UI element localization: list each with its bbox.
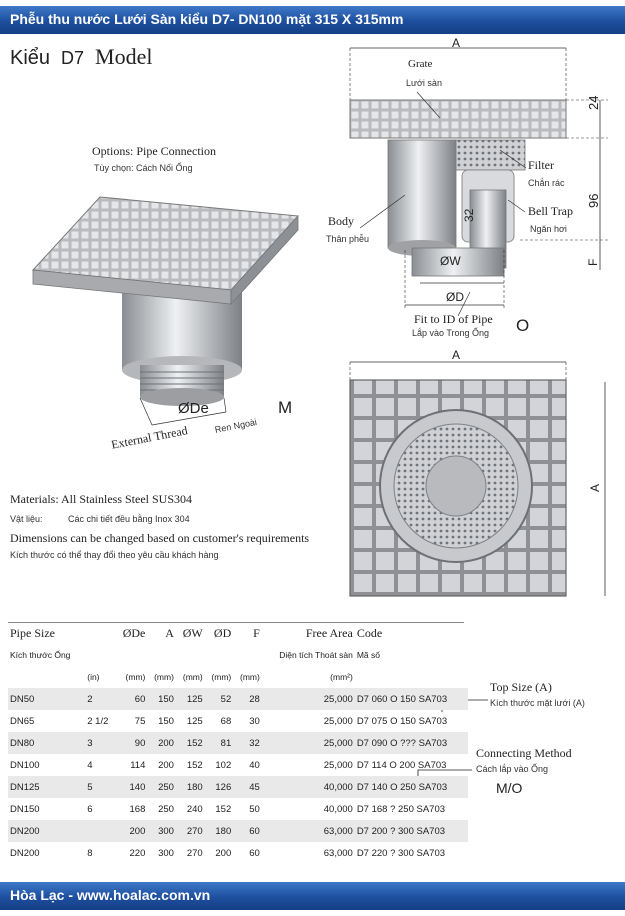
unit-cell: (in) [87, 672, 100, 682]
table-cell: 250 [147, 776, 176, 798]
header-cell: ØD [213, 625, 232, 640]
table-cell: 2 1/2 [87, 715, 109, 727]
model-code: D7 [61, 48, 85, 68]
left-drain-illustration [33, 197, 298, 425]
dim-24: 24 [586, 95, 601, 110]
dim-w: ØW [440, 254, 461, 268]
table-cell: 90 [115, 732, 147, 754]
unit-cell: (mm) [125, 672, 146, 682]
grate-vi: Lưới sàn [406, 78, 442, 88]
dim-32: 32 [462, 208, 476, 222]
table-cell: 75 [134, 715, 146, 727]
table-cell: DN200 [10, 847, 40, 859]
table-cell: 45 [233, 776, 262, 798]
header-cell: Pipe Size [10, 625, 55, 640]
table-cell: 270 [176, 820, 205, 842]
table-cell: 125 [176, 688, 205, 710]
top-size-vi: Kích thước mặt lưới (A) [490, 698, 585, 708]
table-cell: D7 168 ? 250 SA703 [356, 803, 446, 815]
table-cell: 32 [233, 732, 262, 754]
materials-vi: Các chi tiết đều bằng Inox 304 [68, 514, 190, 524]
plan-view [350, 362, 605, 596]
table-row [8, 842, 468, 864]
table-cell: 25,000 [323, 759, 353, 771]
table-row [8, 732, 468, 754]
table-cell: 25,000 [262, 732, 355, 754]
table-row [8, 820, 468, 842]
table-row [8, 776, 468, 798]
body-en: Body [328, 214, 355, 228]
table-cell: 3 [85, 732, 115, 754]
table-cell: 5 [85, 776, 115, 798]
table-cell: 60 [233, 820, 262, 842]
bell-trap-vi: Ngăn hơi [530, 224, 567, 234]
header-cell [85, 622, 115, 644]
table-cell: 180 [205, 820, 234, 842]
table-cell: 126 [205, 776, 234, 798]
page-title: Phễu thu nước Lưới Sàn kiểu D7- DN100 mặt 315 X 315mm [10, 11, 404, 27]
spec-table [8, 622, 468, 864]
materials-vi-label: Vật liệu: [10, 514, 43, 524]
table-cell: 125 [186, 715, 203, 727]
table-cell: DN125 [8, 776, 85, 798]
dim-a-side: A [588, 483, 602, 492]
table-cell: D7 075 O 150 SA703 [356, 715, 448, 727]
table-cell: 40,000 [323, 803, 353, 815]
filter-vi: Chắn rác [528, 178, 565, 188]
table-cell: 28 [233, 688, 262, 710]
header-cell: ØDe [122, 625, 146, 640]
table-row [8, 710, 468, 732]
connecting-en: Connecting Method [476, 746, 572, 760]
unit-cell: (mm) [211, 672, 232, 682]
table-cell: 140 [115, 776, 147, 798]
dimensions-vi: Kích thước có thể thay đổi theo yêu cầu khách hàng [10, 550, 219, 560]
table-cell: DN100 [10, 759, 40, 771]
subheader-cell [176, 644, 205, 666]
table-row [8, 688, 468, 710]
connecting-vi: Cách lắp vào Ống [476, 764, 549, 774]
dim-a-plan: A [452, 348, 461, 362]
filter-en: Filter [528, 158, 554, 172]
options-en: Options: Pipe Connection [92, 144, 216, 158]
subheader-cell: Kích thước Ống [10, 650, 71, 660]
table-cell: 152 [176, 732, 205, 754]
table-cell [85, 820, 115, 842]
table-cell: 63,000 [262, 820, 355, 842]
subheader-cell: Diện tích Thoát sàn [279, 650, 353, 660]
table-cell: 250 [158, 803, 174, 815]
dimensions-en: Dimensions can be changed based on customer's requirements [10, 531, 310, 545]
table-units-row [8, 666, 468, 688]
table-cell: D7 220 ? 300 SA703 [356, 847, 446, 859]
table-cell: 152 [215, 803, 232, 815]
section-view [350, 48, 608, 316]
fit-vi: Lắp vào Trong Ống [412, 328, 490, 338]
table-cell: 300 [147, 820, 176, 842]
table-cell: 270 [186, 847, 203, 859]
header-cell: Free Area [305, 625, 353, 640]
unit-cell: (mm²) [330, 672, 353, 682]
letter-o: O [516, 316, 530, 335]
mo-label: M/O [496, 780, 523, 796]
header-cell: ØW [182, 625, 203, 640]
unit-cell [355, 666, 468, 688]
table-row [8, 798, 468, 820]
footer-text: Hòa Lạc - www.hoalac.com.vn [10, 887, 211, 903]
unit-cell: (mm) [239, 672, 260, 682]
dim-a-top: A [452, 36, 461, 50]
external-thread-en: External Thread [110, 423, 189, 452]
subheader-cell [147, 644, 176, 666]
table-cell: D7 060 O 150 SA703 [355, 688, 468, 710]
model-vi: Kiểu [10, 47, 51, 69]
letter-m: M [278, 398, 293, 417]
table-cell: 114 [130, 759, 146, 771]
table-cell: 68 [220, 715, 232, 727]
table-cell: D7 090 O ??? SA703 [355, 732, 468, 754]
external-thread-vi: Ren Ngoài [214, 416, 258, 435]
table-cell: 25,000 [262, 688, 355, 710]
table-cell: 60 [115, 688, 147, 710]
subheader-cell [233, 644, 262, 666]
dim-d: ØD [446, 290, 464, 304]
bell-trap-en: Bell Trap [528, 204, 574, 218]
table-cell: 168 [129, 803, 146, 815]
table-cell: 150 [147, 688, 176, 710]
table-cell: 50 [249, 803, 260, 815]
table-cell: 220 [129, 847, 146, 859]
subheader-cell [115, 644, 147, 666]
top-size-en: Top Size (A) [490, 680, 552, 694]
table-cell: DN150 [10, 803, 40, 815]
unit-cell [8, 666, 85, 688]
table-cell: 63,000 [323, 847, 353, 859]
header-cell: A [165, 625, 174, 640]
table-cell: 60 [249, 847, 260, 859]
table-row [8, 754, 468, 776]
table-cell: D7 140 O 250 SA703 [355, 776, 468, 798]
grate-en: Grate [408, 58, 433, 70]
table-cell: 4 [87, 759, 93, 771]
body-vi: Thân phễu [326, 234, 370, 244]
table-cell: 102 [215, 759, 232, 771]
table-subheader-row [8, 644, 468, 666]
options-vi: Tùy chọn: Cách Nối Ống [94, 163, 193, 173]
header-cell: F [253, 625, 260, 640]
table-cell: 180 [176, 776, 205, 798]
model-en: Model [95, 44, 153, 69]
unit-cell: (mm) [182, 672, 203, 682]
unit-cell: (mm) [154, 672, 174, 682]
table-cell: 152 [186, 759, 203, 771]
subheader-cell: Mã số [356, 650, 380, 660]
materials-en: Materials: All Stainless Steel SUS304 [10, 492, 192, 506]
subheader-cell [205, 644, 234, 666]
table-cell: DN80 [8, 732, 85, 754]
table-cell: 81 [205, 732, 234, 754]
table-cell: 240 [186, 803, 203, 815]
table-cell: 52 [205, 688, 234, 710]
table-cell: 2 [85, 688, 115, 710]
table-cell: 200 [215, 847, 232, 859]
table-cell: 8 [87, 847, 93, 859]
table-cell: DN65 [10, 715, 35, 727]
table-cell: DN200 [8, 820, 85, 842]
table-cell: 200 [158, 759, 174, 771]
table-cell: 200 [147, 732, 176, 754]
dim-f: F [586, 258, 600, 266]
table-cell: 40 [249, 759, 260, 771]
table-cell: 6 [87, 803, 93, 815]
table-cell: 150 [158, 715, 174, 727]
od-label: ØDe [178, 400, 209, 417]
table-cell: DN50 [8, 688, 85, 710]
table-cell: 30 [249, 715, 260, 727]
subheader-cell [85, 644, 115, 666]
table-cell: 300 [158, 847, 174, 859]
table-cell: 200 [115, 820, 147, 842]
table-cell: D7 114 O 200 SA703 [356, 759, 447, 771]
table-body [8, 688, 468, 864]
header-cell: Code [356, 625, 383, 640]
table-cell: D7 200 ? 300 SA703 [355, 820, 468, 842]
table-cell: 25,000 [323, 715, 353, 727]
dim-96: 96 [586, 193, 601, 208]
footer-bar [0, 882, 625, 910]
table-cell: 40,000 [262, 776, 355, 798]
table-header-row [8, 622, 468, 644]
fit-en: Fit to ID of Pipe [414, 312, 493, 326]
